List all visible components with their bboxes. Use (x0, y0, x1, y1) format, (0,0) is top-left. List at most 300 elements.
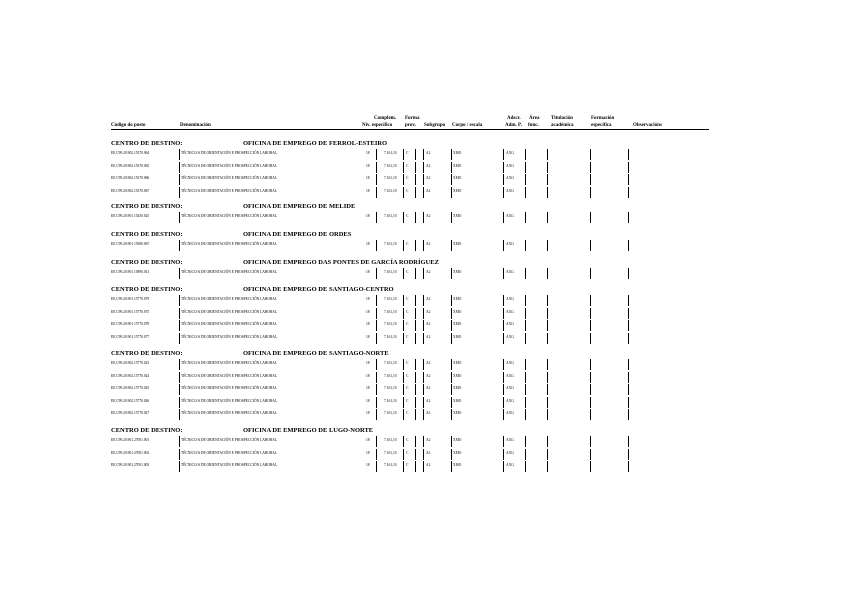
cell-nivel: 18 (366, 373, 370, 378)
cell-divider (547, 372, 548, 383)
cell-codigo: EE.C99.20.902.15770.023 (111, 361, 150, 365)
cell-divider (525, 320, 526, 331)
cell-complemento: 7.161,10 (384, 398, 397, 403)
cell-divider (415, 359, 416, 370)
cell-divider (451, 372, 452, 383)
cell-codigo: EE.C99.20.901.27001.001 (111, 438, 150, 442)
cell-divider (403, 384, 404, 395)
cell-divider (503, 212, 504, 223)
cell-divider (451, 308, 452, 319)
cell-divider (423, 359, 424, 370)
cell-codigo: EE.C99.20.901.15580.067 (111, 242, 150, 246)
table-row (0, 397, 842, 408)
cell-divider (179, 212, 180, 223)
cell-divider (403, 397, 404, 408)
cell-divider (628, 295, 629, 306)
cell-codigo: EE.C99.20.901.27001.003 (111, 463, 150, 467)
cell-divider (179, 295, 180, 306)
cell-divider (628, 174, 629, 185)
cell-divider (590, 449, 591, 460)
cell-divider (503, 461, 504, 472)
cell-complemento: 7.161,10 (384, 188, 397, 193)
section-title: OFICINA DE EMPREGO DE LUGO-NORTE (243, 427, 374, 434)
cell-divider (547, 461, 548, 472)
cell-codigo: EE.C99.20.902.15770.027 (111, 411, 150, 415)
header-area-line1: Área (529, 116, 540, 121)
table-row (0, 149, 842, 160)
cell-complemento: 7.161,10 (384, 163, 397, 168)
cell-codigo: EE.C99.20.902.15370.064 (111, 151, 150, 155)
cell-divider (376, 449, 377, 460)
cell-forma-prov: C (406, 411, 409, 415)
header-complem-line2: Niv. específico (362, 123, 393, 128)
cell-divider (403, 449, 404, 460)
cell-divider (590, 308, 591, 319)
cell-divider (503, 384, 504, 395)
cell-divider (590, 359, 591, 370)
cell-codigo: EE.C99.20.901.15770.079 (111, 297, 150, 301)
cell-divider (423, 333, 424, 344)
cell-nivel: 18 (366, 214, 370, 218)
cell-codigo: EE.C99.20.902.15770.024 (111, 373, 150, 378)
cell-divider (423, 268, 424, 279)
cell-divider (423, 320, 424, 331)
cell-divider (423, 240, 424, 251)
cell-divider (423, 212, 424, 223)
cell-divider (179, 436, 180, 447)
header-adscr-line1: Adscr. (507, 116, 521, 121)
cell-divider (525, 187, 526, 198)
cell-forma-prov: C (406, 450, 409, 455)
cell-divider (415, 212, 416, 223)
cell-corpo: XMO (453, 411, 462, 415)
table-row (0, 449, 842, 460)
table-row (0, 268, 842, 279)
cell-divider (590, 397, 591, 408)
cell-divider (423, 461, 424, 472)
cell-divider (628, 333, 629, 344)
table-row (0, 212, 842, 223)
cell-divider (415, 240, 416, 251)
cell-divider (403, 295, 404, 306)
cell-corpo: XMO (453, 297, 462, 301)
cell-divider (525, 449, 526, 460)
cell-adscripcion: AXG (506, 398, 514, 403)
cell-adscripcion: AXG (506, 411, 514, 415)
cell-denominacion: TÉCNICO/A DE ORIENTACIÓN E PROSPECCIÓN LABORAL (181, 163, 278, 168)
cell-corpo: XMO (453, 463, 462, 467)
cell-subgrupo: A2 (426, 188, 431, 193)
cell-divider (547, 295, 548, 306)
cell-codigo: EE.C99.20.902.15770.026 (111, 398, 150, 403)
cell-divider (376, 320, 377, 331)
cell-corpo: XMO (453, 151, 462, 155)
cell-complemento: 7.161,10 (384, 361, 397, 365)
cell-divider (503, 268, 504, 279)
cell-divider (628, 461, 629, 472)
cell-corpo: XMO (453, 398, 462, 403)
cell-subgrupo: A2 (426, 297, 431, 301)
cell-divider (403, 461, 404, 472)
cell-divider (525, 212, 526, 223)
cell-denominacion: TÉCNICO/A DE ORIENTACIÓN E PROSPECCIÓN LABORAL (181, 242, 278, 246)
cell-nivel: 18 (366, 242, 370, 246)
cell-divider (451, 240, 452, 251)
cell-complemento: 7.161,10 (384, 463, 397, 467)
cell-divider (179, 333, 180, 344)
cell-divider (415, 436, 416, 447)
cell-divider (423, 149, 424, 160)
cell-divider (179, 240, 180, 251)
cell-corpo: XMO (453, 386, 462, 390)
section-title: OFICINA DE EMPREGO DE MELIDE (243, 203, 356, 210)
cell-forma-prov: C (406, 438, 409, 442)
cell-divider (628, 212, 629, 223)
cell-nivel: 18 (366, 270, 370, 274)
cell-divider (590, 174, 591, 185)
cell-divider (403, 149, 404, 160)
cell-divider (590, 320, 591, 331)
cell-corpo: XMO (453, 450, 462, 455)
cell-complemento: 7.161,10 (384, 242, 397, 246)
cell-divider (415, 372, 416, 383)
table-row (0, 174, 842, 185)
cell-divider (503, 162, 504, 173)
cell-subgrupo: A2 (426, 214, 431, 218)
cell-divider (503, 397, 504, 408)
cell-divider (415, 333, 416, 344)
cell-divider (403, 308, 404, 319)
cell-nivel: 18 (366, 450, 370, 455)
cell-divider (403, 333, 404, 344)
table-row (0, 295, 842, 306)
cell-divider (376, 308, 377, 319)
cell-adscripcion: AXG (506, 361, 514, 365)
table-row (0, 333, 842, 344)
cell-divider (547, 384, 548, 395)
cell-divider (179, 162, 180, 173)
cell-corpo: XMO (453, 270, 462, 274)
cell-divider (547, 240, 548, 251)
cell-subgrupo: A2 (426, 463, 431, 467)
cell-adscripcion: AXG (506, 151, 514, 155)
cell-divider (423, 162, 424, 173)
cell-nivel: 18 (366, 386, 370, 390)
cell-denominacion: TÉCNICO/A DE ORIENTACIÓN E PROSPECCIÓN LABORAL (181, 176, 278, 180)
cell-corpo: XMO (453, 373, 462, 378)
header-complem-line1: Complem. (374, 116, 397, 121)
cell-nivel: 18 (366, 334, 370, 339)
cell-divider (451, 436, 452, 447)
section-title: OFICINA DE EMPREGO DE SANTIAGO-CENTRO (243, 286, 394, 293)
cell-divider (547, 333, 548, 344)
cell-divider (547, 397, 548, 408)
cell-divider (376, 397, 377, 408)
cell-corpo: XMO (453, 242, 462, 246)
header-divider (111, 129, 709, 130)
cell-divider (503, 187, 504, 198)
cell-adscripcion: AXG (506, 188, 514, 193)
cell-divider (179, 384, 180, 395)
cell-divider (179, 149, 180, 160)
cell-divider (451, 162, 452, 173)
cell-subgrupo: A2 (426, 270, 431, 274)
cell-divider (525, 333, 526, 344)
cell-denominacion: TÉCNICO/A DE ORIENTACIÓN E PROSPECCIÓN LABORAL (181, 450, 278, 455)
cell-divider (179, 174, 180, 185)
cell-divider (628, 187, 629, 198)
cell-divider (451, 384, 452, 395)
section-label: CENTRO DE DESTINO: (111, 350, 183, 357)
cell-divider (628, 359, 629, 370)
cell-divider (415, 149, 416, 160)
cell-divider (503, 409, 504, 420)
cell-divider (179, 268, 180, 279)
cell-divider (415, 397, 416, 408)
cell-corpo: XMO (453, 334, 462, 339)
cell-forma-prov: C (406, 373, 409, 378)
header-adscr-line2: Adm. P. (505, 123, 522, 128)
cell-nivel: 18 (366, 322, 370, 326)
cell-divider (423, 397, 424, 408)
cell-divider (179, 372, 180, 383)
cell-divider (376, 333, 377, 344)
cell-forma-prov: C (406, 386, 409, 390)
cell-divider (525, 240, 526, 251)
cell-divider (590, 212, 591, 223)
cell-divider (628, 308, 629, 319)
cell-divider (503, 240, 504, 251)
cell-divider (376, 372, 377, 383)
cell-divider (403, 359, 404, 370)
cell-nivel: 18 (366, 411, 370, 415)
cell-nivel: 18 (366, 163, 370, 168)
cell-nivel: 18 (366, 361, 370, 365)
table-row (0, 359, 842, 370)
cell-divider (590, 384, 591, 395)
cell-divider (415, 295, 416, 306)
cell-divider (503, 372, 504, 383)
cell-adscripcion: AXG (506, 373, 514, 378)
table-row (0, 409, 842, 420)
cell-divider (415, 384, 416, 395)
cell-divider (423, 174, 424, 185)
cell-corpo: XMO (453, 176, 462, 180)
header-formacion-line1: Formación (591, 116, 615, 121)
cell-complemento: 7.161,10 (384, 438, 397, 442)
cell-divider (525, 436, 526, 447)
cell-complemento: 7.161,10 (384, 322, 397, 326)
cell-divider (628, 240, 629, 251)
cell-complemento: 7.161,10 (384, 450, 397, 455)
cell-codigo: EE.C99.20.902.15370.066 (111, 176, 150, 180)
cell-divider (451, 268, 452, 279)
cell-divider (590, 240, 591, 251)
cell-adscripcion: AXG (506, 334, 514, 339)
cell-divider (503, 359, 504, 370)
cell-divider (376, 384, 377, 395)
table-row (0, 240, 842, 251)
cell-denominacion: TÉCNICO/A DE ORIENTACIÓN E PROSPECCIÓN LABORAL (181, 297, 278, 301)
cell-denominacion: TÉCNICO/A DE ORIENTACIÓN E PROSPECCIÓN LABORAL (181, 438, 278, 442)
cell-divider (423, 436, 424, 447)
cell-forma-prov: C (406, 398, 409, 403)
cell-adscripcion: AXG (506, 386, 514, 390)
cell-divider (415, 174, 416, 185)
cell-forma-prov: C (406, 163, 409, 168)
cell-divider (415, 409, 416, 420)
cell-denominacion: TÉCNICO/A DE ORIENTACIÓN E PROSPECCIÓN LABORAL (181, 334, 278, 339)
cell-divider (376, 461, 377, 472)
cell-divider (179, 320, 180, 331)
cell-divider (547, 268, 548, 279)
cell-divider (376, 174, 377, 185)
cell-adscripcion: AXG (506, 463, 514, 467)
cell-subgrupo: A2 (426, 322, 431, 326)
cell-corpo: XMO (453, 188, 462, 193)
cell-divider (376, 187, 377, 198)
cell-divider (451, 409, 452, 420)
cell-divider (403, 436, 404, 447)
header-corpo: Corpo / escala (452, 123, 483, 128)
cell-divider (376, 359, 377, 370)
cell-complemento: 7.161,10 (384, 297, 397, 301)
cell-divider (451, 212, 452, 223)
cell-divider (403, 174, 404, 185)
cell-corpo: XMO (453, 309, 462, 314)
cell-divider (403, 372, 404, 383)
cell-divider (525, 162, 526, 173)
cell-divider (451, 174, 452, 185)
cell-forma-prov: C (406, 309, 409, 314)
cell-forma-prov: C (406, 151, 409, 155)
cell-divider (451, 295, 452, 306)
cell-denominacion: TÉCNICO/A DE ORIENTACIÓN E PROSPECCIÓN LABORAL (181, 373, 278, 378)
cell-codigo: EE.C99.20.901.15770.075 (111, 309, 150, 314)
cell-complemento: 7.161,10 (384, 411, 397, 415)
header-formacion-line2: específica (591, 123, 612, 128)
cell-nivel: 18 (366, 297, 370, 301)
cell-denominacion: TÉCNICO/A DE ORIENTACIÓN E PROSPECCIÓN LABORAL (181, 214, 278, 218)
cell-forma-prov: C (406, 270, 409, 274)
cell-divider (403, 162, 404, 173)
cell-forma-prov: C (406, 214, 409, 218)
cell-divider (590, 187, 591, 198)
cell-divider (376, 409, 377, 420)
header-area-line2: func. (528, 123, 539, 128)
table-row (0, 320, 842, 331)
cell-divider (547, 212, 548, 223)
table-row (0, 436, 842, 447)
cell-divider (547, 359, 548, 370)
cell-divider (376, 212, 377, 223)
section-label: CENTRO DE DESTINO: (111, 427, 183, 434)
cell-divider (423, 187, 424, 198)
cell-divider (179, 397, 180, 408)
cell-divider (628, 436, 629, 447)
cell-divider (503, 174, 504, 185)
cell-divider (179, 359, 180, 370)
section-label: CENTRO DE DESTINO: (111, 231, 183, 238)
cell-divider (590, 162, 591, 173)
cell-divider (525, 359, 526, 370)
cell-divider (547, 320, 548, 331)
cell-divider (547, 149, 548, 160)
cell-divider (451, 461, 452, 472)
cell-denominacion: TÉCNICO/A DE ORIENTACIÓN E PROSPECCIÓN LABORAL (181, 188, 278, 193)
cell-subgrupo: A2 (426, 450, 431, 455)
cell-subgrupo: A2 (426, 438, 431, 442)
cell-complemento: 7.161,10 (384, 373, 397, 378)
cell-codigo: EE.C99.20.902.15370.065 (111, 163, 150, 168)
cell-complemento: 7.161,10 (384, 334, 397, 339)
section-label: CENTRO DE DESTINO: (111, 286, 183, 293)
cell-divider (376, 295, 377, 306)
cell-complemento: 7.161,10 (384, 151, 397, 155)
cell-nivel: 18 (366, 151, 370, 155)
table-row (0, 384, 842, 395)
cell-divider (628, 409, 629, 420)
section-title: OFICINA DE EMPREGO DE ORDES (243, 231, 352, 238)
cell-divider (423, 449, 424, 460)
cell-divider (376, 268, 377, 279)
cell-divider (451, 149, 452, 160)
cell-divider (503, 436, 504, 447)
cell-corpo: XMO (453, 163, 462, 168)
cell-divider (590, 409, 591, 420)
cell-divider (415, 187, 416, 198)
section-label: CENTRO DE DESTINO: (111, 203, 183, 210)
cell-codigo: EE.C99.20.901.15890.013 (111, 270, 150, 274)
cell-subgrupo: A2 (426, 411, 431, 415)
cell-forma-prov: C (406, 297, 409, 301)
cell-adscripcion: AXG (506, 438, 514, 442)
cell-divider (415, 320, 416, 331)
table-row (0, 187, 842, 198)
cell-codigo: EE.C99.20.902.15770.025 (111, 386, 150, 390)
section-title: OFICINA DE EMPREGO DE FERROL-ESTEIRO (243, 140, 388, 147)
cell-divider (503, 149, 504, 160)
cell-divider (628, 149, 629, 160)
cell-divider (547, 308, 548, 319)
cell-corpo: XMO (453, 438, 462, 442)
cell-divider (415, 162, 416, 173)
cell-divider (423, 308, 424, 319)
cell-corpo: XMO (453, 322, 462, 326)
cell-subgrupo: A2 (426, 151, 431, 155)
cell-divider (590, 372, 591, 383)
cell-divider (628, 384, 629, 395)
header-titulacion-line2: académica (551, 123, 574, 128)
cell-forma-prov: C (406, 242, 409, 246)
cell-corpo: XMO (453, 361, 462, 365)
cell-divider (179, 461, 180, 472)
cell-subgrupo: A2 (426, 163, 431, 168)
cell-adscripcion: AXG (506, 176, 514, 180)
cell-divider (525, 295, 526, 306)
cell-subgrupo: A2 (426, 334, 431, 339)
cell-complemento: 7.161,10 (384, 386, 397, 390)
cell-forma-prov: C (406, 176, 409, 180)
cell-nivel: 18 (366, 309, 370, 314)
cell-divider (179, 308, 180, 319)
cell-divider (503, 308, 504, 319)
cell-divider (547, 409, 548, 420)
cell-adscripcion: AXG (506, 242, 514, 246)
cell-corpo: XMO (453, 214, 462, 218)
cell-denominacion: TÉCNICO/A DE ORIENTACIÓN E PROSPECCIÓN LABORAL (181, 309, 278, 314)
cell-divider (403, 212, 404, 223)
